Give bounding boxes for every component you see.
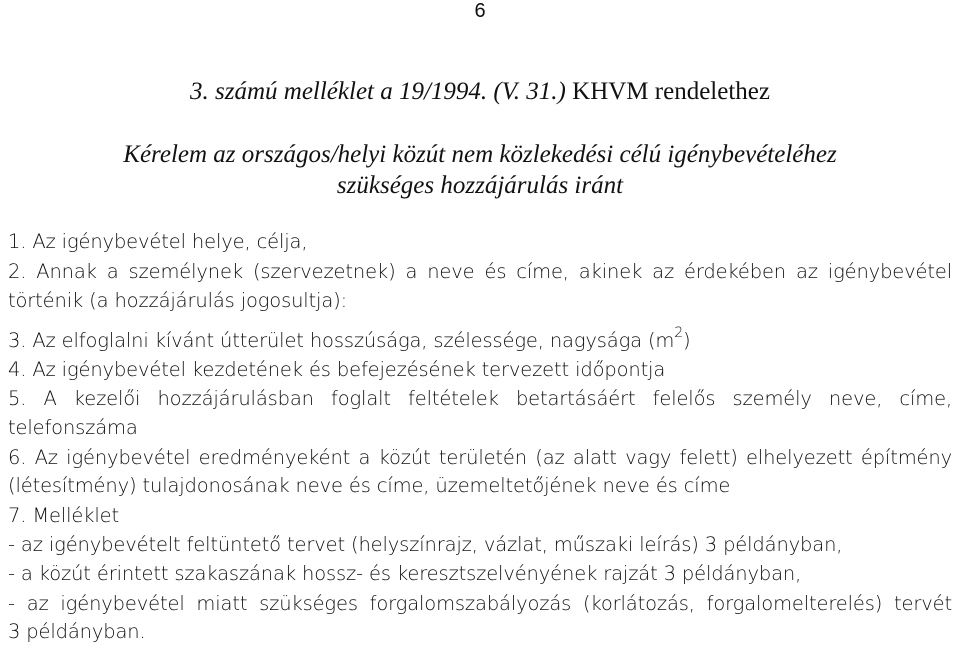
item-3-end: ): [683, 329, 691, 352]
item-2-line-2: történik (a hozzájárulás jogosultja):: [8, 289, 347, 312]
attachment-bullet-1: - az igénybevételt feltüntető tervet (helyszínrajz, vázlat, műszaki leírás) 3 példányban,: [8, 533, 843, 556]
item-4: 4. Az igénybevétel kezdetének és befejezésének tervezett időpontja: [8, 358, 666, 381]
item-1: 1. Az igénybevétel helye, célja,: [8, 230, 308, 253]
annex-italic: 3. számú melléklet a 19/1994. (V. 31.): [190, 78, 566, 105]
document-title-line-2: szükséges hozzájárulás iránt: [336, 172, 624, 199]
attachment-bullet-2: - a közút érintett szakaszának hossz- és keresztszelvényének rajzát 3 példányban,: [8, 562, 802, 585]
document-title-line-1: Kérelem az országos/helyi közút nem közlekedési célú igénybevételéhez: [123, 141, 837, 168]
item-6-line-2: (létesítmény) tulajdonosának neve és címe, üzemeltetőjének neve és címe: [8, 474, 731, 497]
item-3-superscript: 2: [674, 325, 684, 341]
item-2-line-1: 2. Annak a személynek (szervezetnek) a neve és címe, akinek az érdekében az igénybevétel: [8, 260, 952, 283]
item-5-line-1: 5. A kezelői hozzájárulásban foglalt feltételek betartásáért felelős személy neve, címe,: [8, 387, 952, 410]
item-6-line-1: 6. Az igénybevétel eredményeként a közút területén (az alatt vagy felett) elhelyezett építmény: [8, 446, 952, 469]
item-3: [8, 325, 691, 352]
item-5-line-2: telefonszáma: [8, 416, 138, 439]
item-7: 7. Melléklet: [8, 504, 120, 527]
item-3-text: 3. Az elfoglalni kívánt útterület hosszúsága, szélessége, nagysága (m: [8, 329, 675, 352]
annex-reference: [0, 78, 960, 106]
attachment-bullet-3-line-1: - az igénybevétel miatt szükséges forgalomszabályozás (korlátozás, forgalomelterelés) tervét: [8, 592, 952, 615]
attachment-bullet-3-line-2: 3 példányban.: [8, 620, 146, 643]
page-number: 6: [474, 0, 486, 22]
annex-regular: KHVM rendelethez: [565, 78, 770, 105]
